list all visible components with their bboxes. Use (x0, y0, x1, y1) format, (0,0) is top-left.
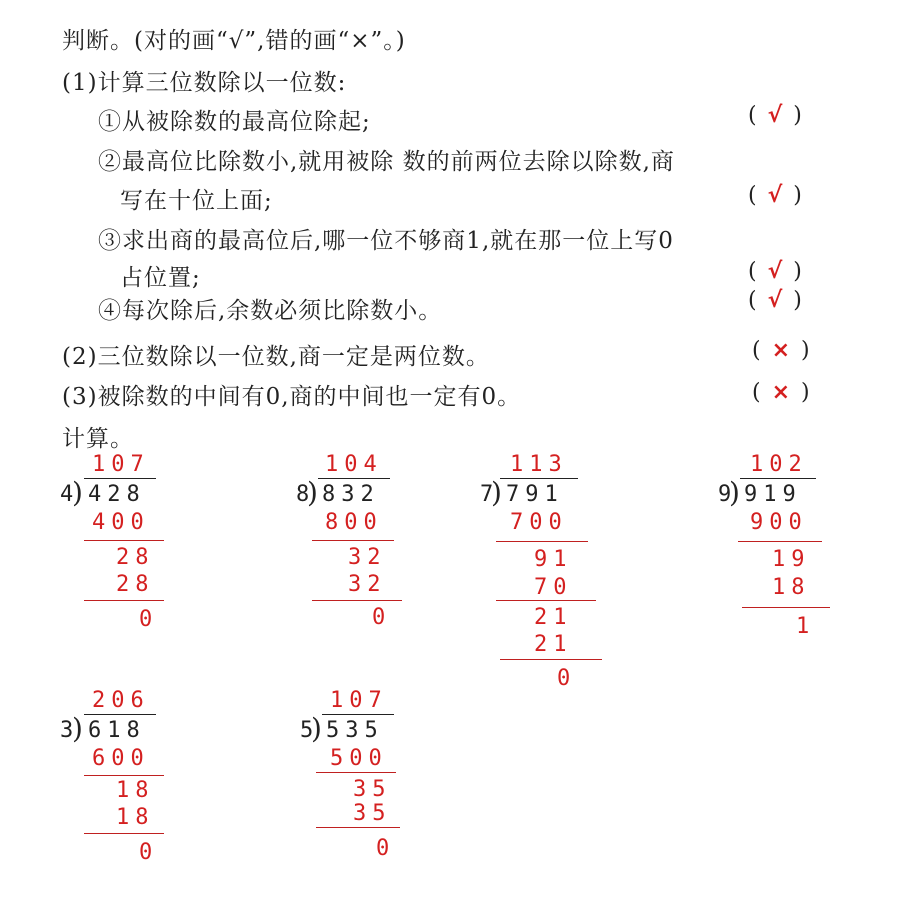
division-bracket: ) (307, 476, 318, 509)
q1-item-1-answer: ( √ ) (748, 103, 804, 128)
remainder: 0 (139, 607, 159, 632)
step: 91 (534, 547, 573, 572)
step-line (496, 600, 596, 601)
calc-title: 计算。 (62, 426, 134, 452)
q1-item-2-line1: ②最高位比除数小,就用被除 数的前两位去除以除数,商 (98, 149, 675, 175)
remainder: 0 (376, 836, 396, 861)
step-line (316, 827, 400, 828)
dividend: 791 (506, 482, 564, 507)
division-bar (740, 478, 816, 479)
check-mark-icon: √ (767, 259, 785, 284)
step: 21 (534, 605, 573, 630)
divisor: 5 (300, 718, 314, 743)
division-bar (84, 478, 156, 479)
step: 70 (534, 575, 573, 600)
division-bar (322, 714, 394, 715)
step: 18 (116, 805, 155, 830)
remainder: 1 (796, 614, 816, 639)
q1-item-2-line2: 写在十位上面; (120, 188, 273, 214)
check-mark-icon: √ (767, 288, 785, 313)
step-line (312, 540, 394, 541)
q1-item-4: ④每次除后,余数必须比除数小。 (98, 298, 443, 324)
step-line (500, 659, 602, 660)
division-bracket: ) (491, 476, 502, 509)
q2-statement: (2)三位数除以一位数,商一定是两位数。 (62, 344, 490, 370)
quotient: 113 (510, 452, 568, 477)
divisor: 8 (296, 482, 310, 507)
quotient: 104 (325, 452, 383, 477)
dividend: 832 (322, 482, 380, 507)
quotient: 206 (92, 688, 150, 713)
step: 32 (348, 572, 387, 597)
step: 35 (353, 801, 392, 826)
cross-mark-icon: × (771, 380, 793, 405)
division-bracket: ) (729, 476, 740, 509)
remainder: 0 (557, 666, 577, 691)
q1-item-1: ①从被除数的最高位除起; (98, 109, 371, 135)
q1-title: (1)计算三位数除以一位数: (62, 70, 347, 96)
step-line (316, 772, 396, 773)
check-mark-icon: √ (767, 103, 785, 128)
step: 35 (353, 777, 392, 802)
step: 18 (116, 778, 155, 803)
step: 800 (325, 510, 383, 535)
step-line (496, 541, 588, 542)
q1-item-2-answer: ( √ ) (748, 183, 804, 208)
divisor: 9 (718, 482, 732, 507)
division-bar (500, 478, 578, 479)
step: 900 (750, 510, 808, 535)
step: 600 (92, 746, 150, 771)
step-line (84, 833, 164, 834)
check-mark-icon: √ (767, 183, 785, 208)
step-line (312, 600, 402, 601)
q3-answer: ( × ) (752, 380, 812, 405)
cross-mark-icon: × (771, 338, 793, 363)
remainder: 0 (139, 840, 159, 865)
dividend: 919 (744, 482, 802, 507)
q1-item-3-answer: ( √ ) (748, 259, 804, 284)
divisor: 4 (60, 482, 74, 507)
remainder: 0 (372, 605, 392, 630)
dividend: 428 (88, 482, 146, 507)
step-line (742, 607, 830, 608)
q1-item-3-line1: ③求出商的最高位后,哪一位不够商1,就在那一位上写0 (98, 228, 674, 254)
step: 400 (92, 510, 150, 535)
step: 21 (534, 632, 573, 657)
quotient: 107 (330, 688, 388, 713)
quotient: 102 (750, 452, 808, 477)
division-bracket: ) (72, 476, 83, 509)
step-line (84, 600, 164, 601)
step-line (84, 540, 164, 541)
division-bar (84, 714, 156, 715)
step: 18 (772, 575, 811, 600)
step: 700 (510, 510, 568, 535)
divisor: 3 (60, 718, 74, 743)
q1-item-4-answer: ( √ ) (748, 288, 804, 313)
dividend: 618 (88, 718, 146, 743)
intro-instruction: 判断。(对的画“√”,错的画“×”。) (62, 28, 406, 54)
division-bar (318, 478, 390, 479)
step: 500 (330, 746, 388, 771)
division-bracket: ) (311, 712, 322, 745)
q1-item-3-line2: 占位置; (120, 265, 201, 291)
step-line (738, 541, 822, 542)
step: 32 (348, 545, 387, 570)
divisor: 7 (480, 482, 494, 507)
quotient: 107 (92, 452, 150, 477)
step-line (84, 775, 164, 776)
q2-answer: ( × ) (752, 338, 812, 363)
q3-statement: (3)被除数的中间有0,商的中间也一定有0。 (62, 384, 522, 410)
dividend: 535 (326, 718, 384, 743)
step: 28 (116, 545, 155, 570)
step: 19 (772, 547, 811, 572)
division-bracket: ) (72, 712, 83, 745)
step: 28 (116, 572, 155, 597)
